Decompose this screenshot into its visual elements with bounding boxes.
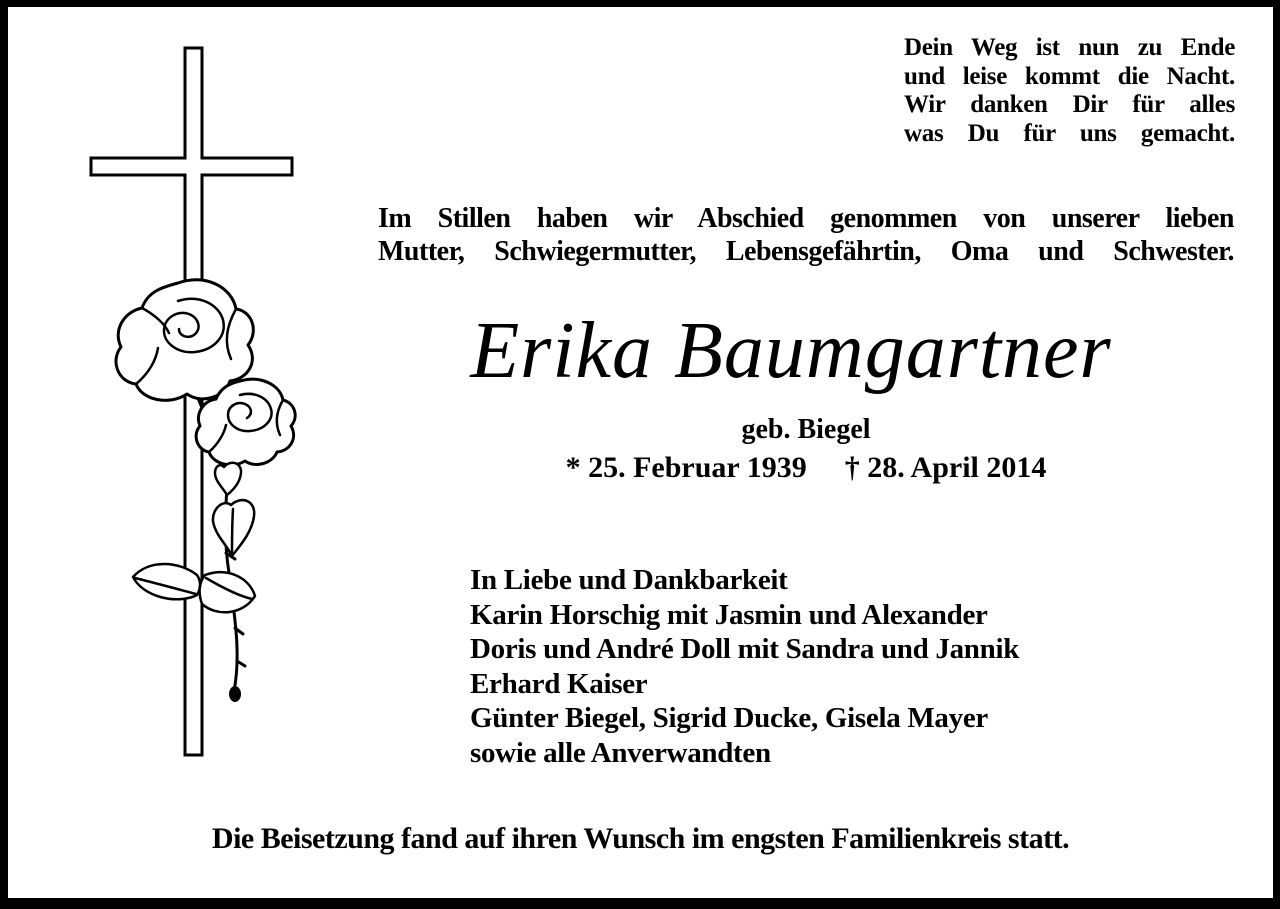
death-date: † 28. April 2014 — [844, 451, 1047, 484]
mourner-line: Karin Horschig mit Jasmin und Alexander — [470, 598, 988, 631]
rosebud-icon — [229, 686, 241, 702]
epigraph-line: Wir danken Dir für alles — [904, 91, 1235, 118]
mourners-list — [470, 563, 1190, 770]
mourner-line: Günter Biegel, Sigrid Ducke, Gisela Mayer — [470, 702, 988, 734]
leaf-icon — [133, 564, 200, 599]
intro-line: Mutter, Schwiegermutter, Lebensgefährtin, Oma und Schwester. — [378, 236, 1234, 267]
birth-date: * 25. Februar 1939 — [565, 451, 807, 484]
life-dates — [378, 451, 1234, 485]
mourner-line: Doris und André Doll mit Sandra und Jannik — [470, 633, 1020, 665]
mourner-line: Erhard Kaiser — [470, 667, 648, 700]
maiden-name: geb. Biegel — [741, 414, 871, 445]
deceased-name: Erika Baumgartner — [470, 307, 1112, 395]
leaf-icon — [213, 463, 254, 556]
mourner-line: sowie alle Anverwandten — [470, 736, 771, 769]
closing-line: Die Beisetzung fand auf ihren Wunsch im engsten Familienkreis statt. — [211, 822, 1070, 855]
obituary-card — [8, 7, 1273, 898]
epigraph-line: Dein Weg ist nun zu Ende — [904, 34, 1235, 61]
intro-paragraph — [378, 202, 1234, 268]
intro-line: Im Stillen haben wir Abschied genommen von unserer lieben — [378, 203, 1234, 234]
epigraph-line: und leise kommt die Nacht. — [904, 62, 1235, 90]
cross-and-roses-illustration — [85, 43, 300, 763]
cross-and-roses-svg — [85, 43, 300, 763]
epigraph-line: was Du für uns gemacht. — [904, 119, 1235, 147]
mourner-line: In Liebe und Dankbarkeit — [470, 564, 788, 596]
epigraph — [904, 34, 1235, 148]
leaf-icon — [200, 572, 255, 612]
